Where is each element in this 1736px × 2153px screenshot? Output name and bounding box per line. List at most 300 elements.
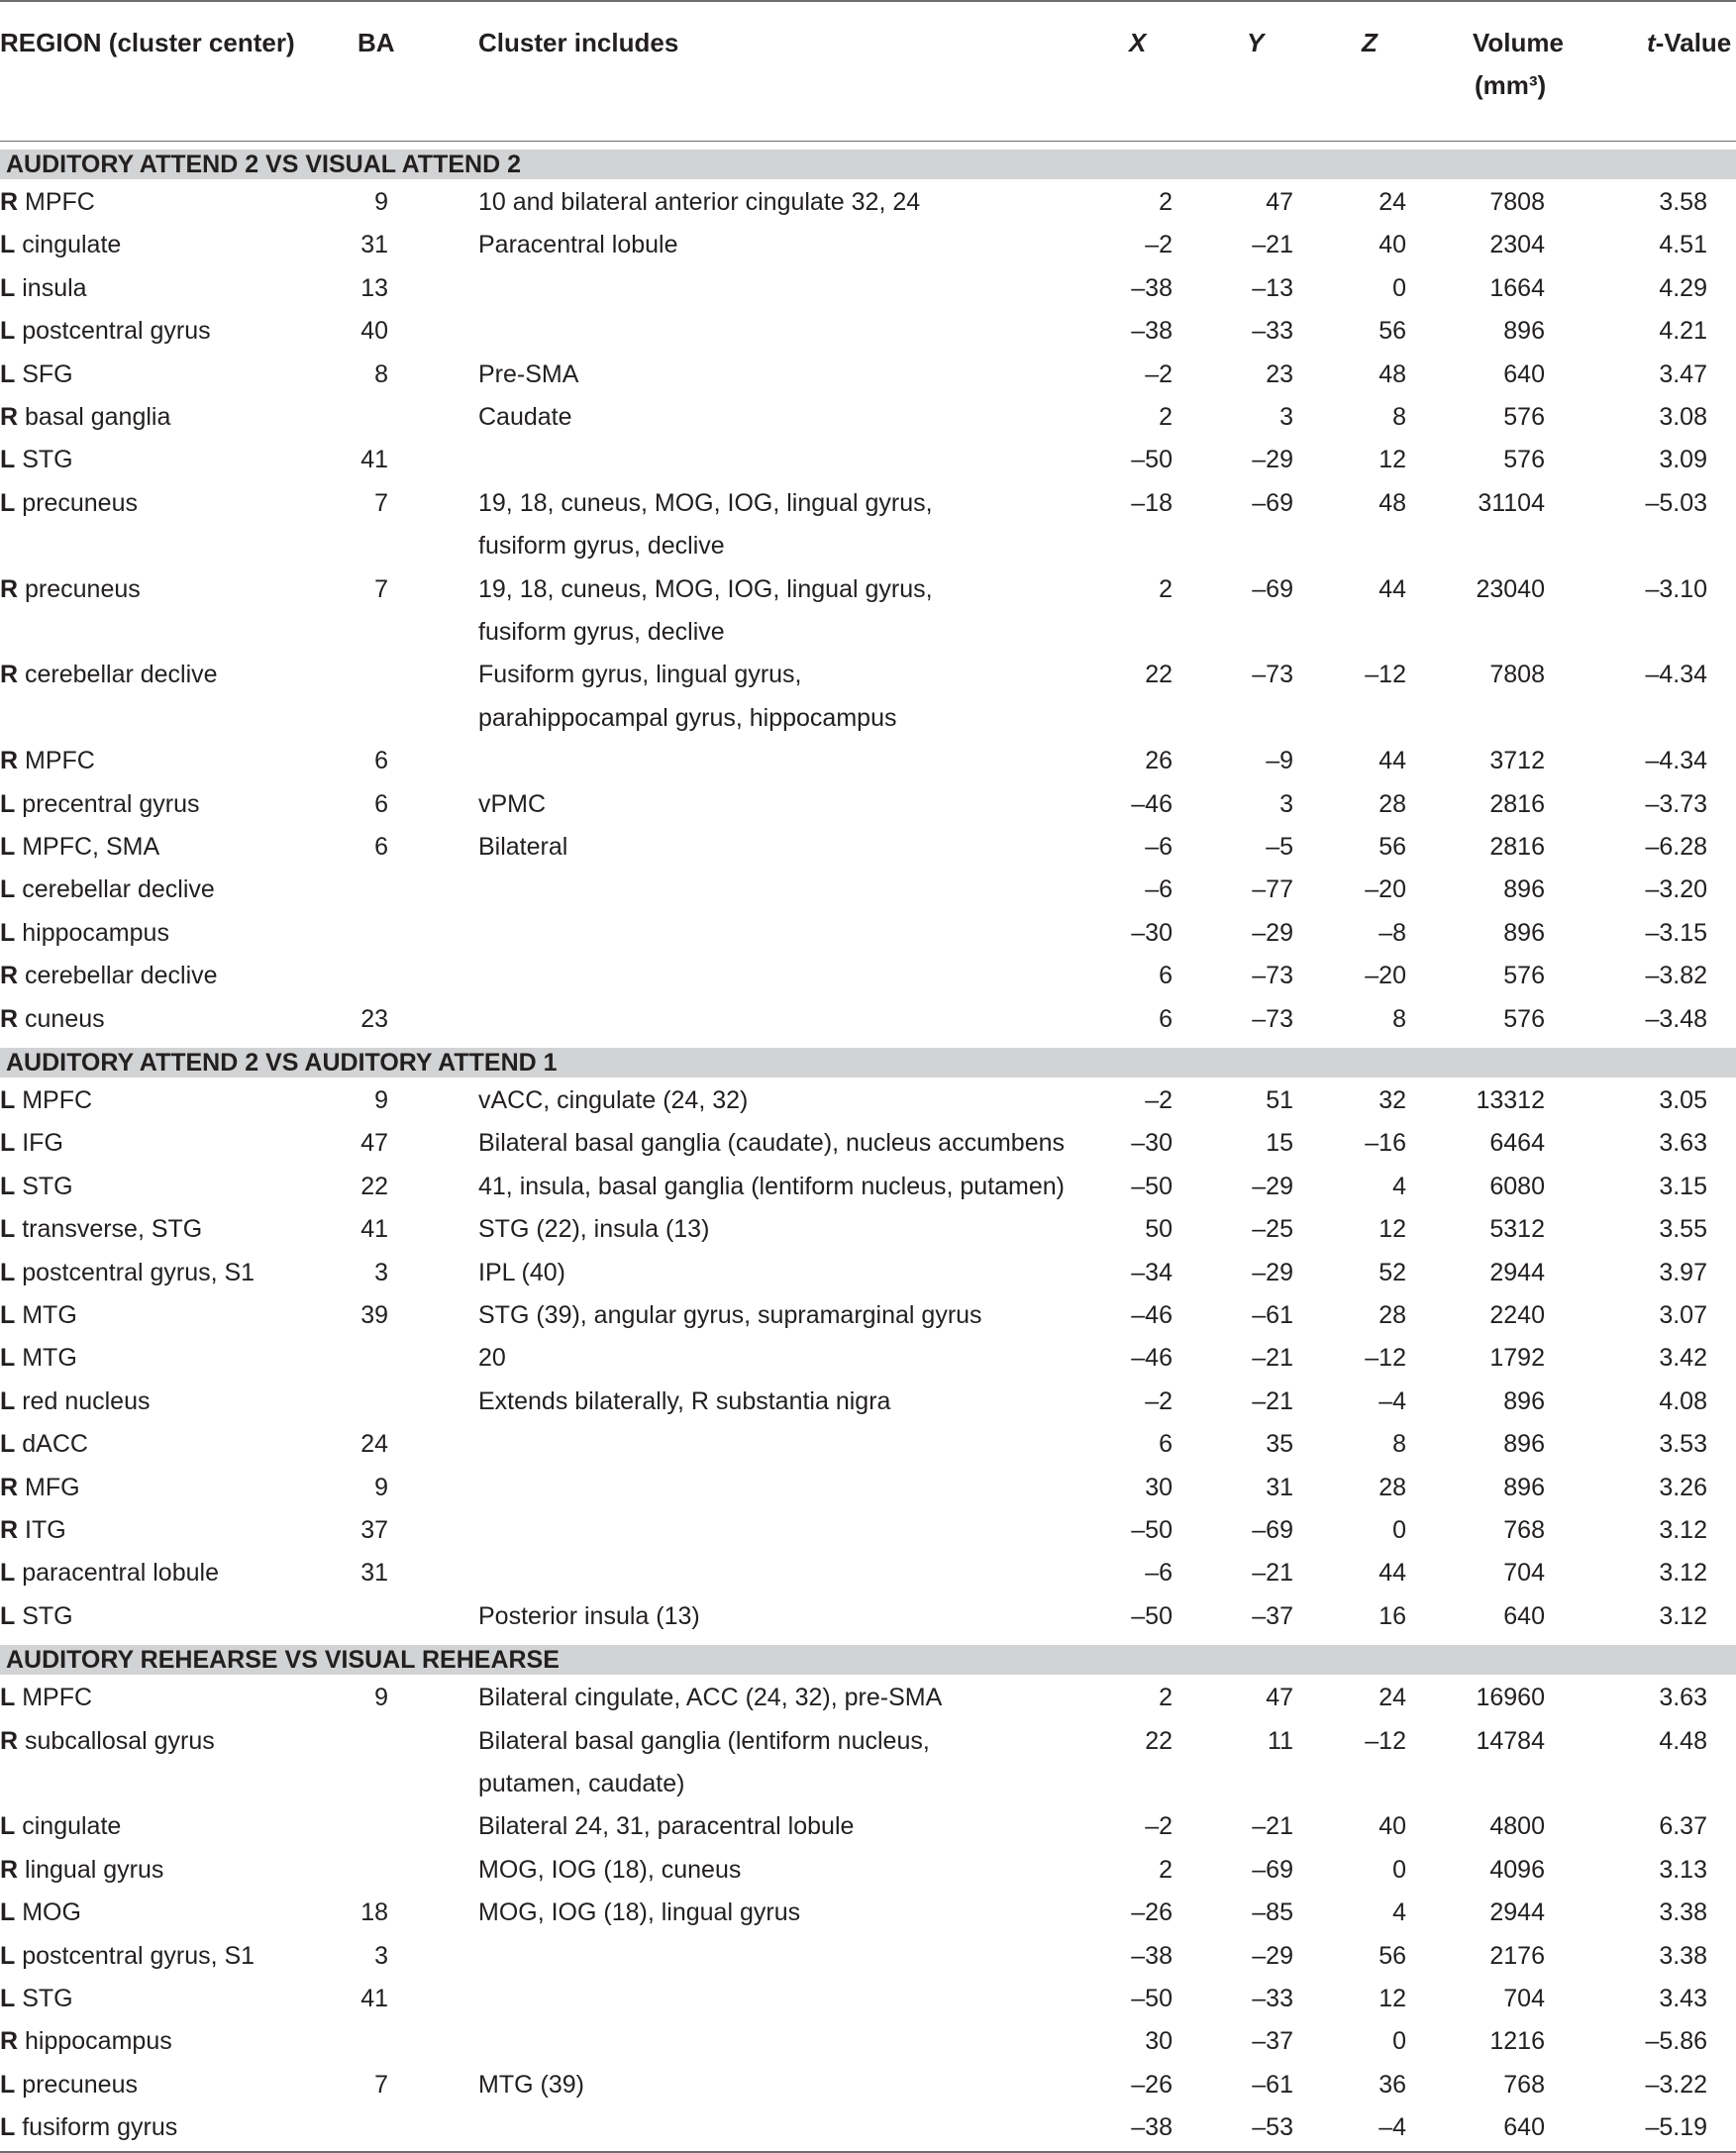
region-cell xyxy=(0,2064,138,2106)
hemisphere-label: R xyxy=(0,574,19,603)
t-value-cell: –3.20 xyxy=(1645,875,1707,904)
table-row xyxy=(0,568,1736,655)
z-coordinate-cell: –12 xyxy=(1365,661,1406,689)
volume-cell: 576 xyxy=(1503,446,1545,474)
z-coordinate-cell: 0 xyxy=(1392,2027,1406,2056)
ba-cell: 47 xyxy=(360,1129,388,1158)
cluster-includes-cell: Bilateral basal ganglia (lentiform nucleus, xyxy=(478,1726,930,1755)
y-coordinate-cell: –77 xyxy=(1252,875,1293,904)
ba-cell: 3 xyxy=(374,1258,388,1286)
region-name: ITG xyxy=(25,1516,66,1544)
cluster-includes-cell: Extends bilaterally, R substantia nigra xyxy=(478,1386,891,1415)
region-name: MFG xyxy=(25,1473,80,1501)
y-coordinate-cell: –69 xyxy=(1252,488,1293,517)
x-coordinate-cell: 6 xyxy=(1159,1430,1173,1459)
table-row xyxy=(0,1423,1736,1466)
x-coordinate-cell: –6 xyxy=(1145,875,1173,904)
region-cell xyxy=(0,2106,177,2149)
ba-cell: 41 xyxy=(360,1215,388,1244)
region-name: cingulate xyxy=(22,231,122,259)
region-name: hippocampus xyxy=(22,918,169,947)
region-cell xyxy=(0,1595,73,1638)
hemisphere-label: R xyxy=(0,747,19,775)
table-row xyxy=(0,1509,1736,1552)
x-coordinate-cell: 6 xyxy=(1159,962,1173,990)
ba-cell: 3 xyxy=(374,1941,388,1970)
z-coordinate-cell: –20 xyxy=(1365,962,1406,990)
cluster-includes-cell: parahippocampal gyrus, hippocampus xyxy=(478,703,897,732)
region-cell xyxy=(0,912,169,955)
t-value-cell: 3.42 xyxy=(1659,1344,1707,1373)
hemisphere-label: L xyxy=(0,359,16,388)
region-cell xyxy=(0,1208,202,1251)
region-cell xyxy=(0,181,95,224)
x-coordinate-cell: 22 xyxy=(1145,1726,1173,1755)
table-row xyxy=(0,439,1736,481)
section-title: AUDITORY ATTEND 2 VS VISUAL ATTEND 2 xyxy=(6,151,521,178)
y-coordinate-cell: 51 xyxy=(1266,1086,1293,1114)
volume-cell: 640 xyxy=(1503,2113,1545,2142)
z-coordinate-cell: 12 xyxy=(1379,446,1406,474)
table-row xyxy=(0,1122,1736,1165)
region-name: MPFC, SMA xyxy=(22,833,160,861)
header-region: REGION (cluster center) xyxy=(0,28,295,57)
table-row xyxy=(0,783,1736,826)
y-coordinate-cell: –29 xyxy=(1252,1258,1293,1286)
y-coordinate-cell: –9 xyxy=(1266,747,1293,775)
region-cell xyxy=(0,1467,80,1509)
volume-cell: 7808 xyxy=(1489,661,1545,689)
table-row xyxy=(0,1166,1736,1208)
hemisphere-label: L xyxy=(0,1601,16,1630)
x-coordinate-cell: –26 xyxy=(1131,1898,1173,1927)
region-name: MTG xyxy=(22,1344,77,1373)
z-coordinate-cell: –12 xyxy=(1365,1726,1406,1755)
volume-cell: 640 xyxy=(1503,1601,1545,1630)
y-coordinate-cell: –61 xyxy=(1252,1301,1293,1329)
x-coordinate-cell: –26 xyxy=(1131,2070,1173,2099)
region-name: MPFC xyxy=(25,188,95,216)
region-name: insula xyxy=(22,273,87,302)
t-value-cell: –5.86 xyxy=(1645,2027,1707,2056)
header-volume-line2: (mm³) xyxy=(1475,70,1547,100)
volume-cell: 14784 xyxy=(1476,1726,1545,1755)
region-name: dACC xyxy=(22,1430,88,1459)
hemisphere-label: L xyxy=(0,1129,16,1158)
table-row xyxy=(0,1552,1736,1594)
y-coordinate-cell: –37 xyxy=(1252,2027,1293,2056)
hemisphere-label: L xyxy=(0,918,16,947)
t-value-cell: 3.05 xyxy=(1659,1086,1707,1114)
region-name: lingual gyrus xyxy=(25,1855,164,1884)
region-cell xyxy=(0,998,105,1041)
t-value-cell: 3.12 xyxy=(1659,1559,1707,1588)
region-cell xyxy=(0,1423,88,1466)
t-value-cell: 3.08 xyxy=(1659,403,1707,431)
hemisphere-label: R xyxy=(0,1516,19,1544)
x-coordinate-cell: –34 xyxy=(1131,1258,1173,1286)
header-cluster: Cluster includes xyxy=(478,28,679,57)
t-value-cell: 4.08 xyxy=(1659,1386,1707,1415)
z-coordinate-cell: 8 xyxy=(1392,403,1406,431)
volume-cell: 6080 xyxy=(1489,1172,1545,1200)
region-cell xyxy=(0,1935,255,1978)
hemisphere-label: L xyxy=(0,1301,16,1329)
table-row xyxy=(0,267,1736,310)
volume-cell: 576 xyxy=(1503,1004,1545,1033)
z-coordinate-cell: 40 xyxy=(1379,1812,1406,1841)
y-coordinate-cell: –33 xyxy=(1252,317,1293,346)
volume-cell: 4096 xyxy=(1489,1855,1545,1884)
region-cell xyxy=(0,869,215,911)
t-value-cell: 3.07 xyxy=(1659,1301,1707,1329)
volume-cell: 576 xyxy=(1503,403,1545,431)
region-name: precuneus xyxy=(22,488,138,517)
region-name: red nucleus xyxy=(22,1386,151,1415)
ba-cell: 8 xyxy=(374,359,388,388)
t-value-cell: 3.63 xyxy=(1659,1129,1707,1158)
hemisphere-label: L xyxy=(0,875,16,904)
y-coordinate-cell: –5 xyxy=(1266,833,1293,861)
hemisphere-label: L xyxy=(0,1430,16,1459)
hemisphere-label: R xyxy=(0,2027,19,2056)
table-row xyxy=(0,1935,1736,1978)
table-row xyxy=(0,1381,1736,1423)
table-row xyxy=(0,998,1736,1041)
region-cell xyxy=(0,396,170,439)
z-coordinate-cell: 4 xyxy=(1392,1172,1406,1200)
region-name: cingulate xyxy=(22,1812,122,1841)
volume-cell: 768 xyxy=(1503,1516,1545,1544)
hemisphere-label: R xyxy=(0,188,19,216)
region-name: transverse, STG xyxy=(22,1215,203,1244)
region-cell xyxy=(0,1849,163,1892)
t-value-cell: 3.43 xyxy=(1659,1985,1707,2012)
header-y: Y xyxy=(1247,28,1265,57)
cluster-includes-cell: Bilateral xyxy=(478,833,568,861)
hemisphere-label: R xyxy=(0,403,19,431)
table-row xyxy=(0,1294,1736,1337)
region-cell xyxy=(0,826,159,869)
table-row xyxy=(0,1720,1736,1806)
z-coordinate-cell: 28 xyxy=(1379,789,1406,818)
volume-cell: 576 xyxy=(1503,962,1545,990)
region-name: STG xyxy=(22,1172,73,1200)
z-coordinate-cell: 28 xyxy=(1379,1301,1406,1329)
region-name: STG xyxy=(22,1985,73,2012)
hemisphere-label: L xyxy=(0,1086,16,1114)
region-name: precuneus xyxy=(25,574,141,603)
table-row xyxy=(0,1252,1736,1294)
t-value-cell: –3.22 xyxy=(1645,2070,1707,2099)
ba-cell: 6 xyxy=(374,833,388,861)
y-coordinate-cell: –69 xyxy=(1252,574,1293,603)
z-coordinate-cell: 48 xyxy=(1379,359,1406,388)
cluster-includes-cell: 10 and bilateral anterior cingulate 32, 24 xyxy=(478,188,921,216)
z-coordinate-cell: 8 xyxy=(1392,1004,1406,1033)
z-coordinate-cell: 8 xyxy=(1392,1430,1406,1459)
x-coordinate-cell: 2 xyxy=(1159,1684,1173,1712)
hemisphere-label: L xyxy=(0,2113,16,2142)
z-coordinate-cell: 56 xyxy=(1379,1941,1406,1970)
region-cell xyxy=(0,1166,73,1208)
y-coordinate-cell: –21 xyxy=(1252,1344,1293,1373)
volume-cell: 31104 xyxy=(1478,488,1545,517)
t-value-cell: 3.12 xyxy=(1659,1601,1707,1630)
header-t-value xyxy=(1647,22,1731,64)
x-coordinate-cell: –18 xyxy=(1131,488,1173,517)
region-name: MPFC xyxy=(22,1086,93,1114)
x-coordinate-cell: 50 xyxy=(1145,1215,1173,1244)
header-volume xyxy=(1473,22,1564,107)
x-coordinate-cell: –46 xyxy=(1131,789,1173,818)
ba-cell: 9 xyxy=(374,1473,388,1501)
hemisphere-label: L xyxy=(0,1258,16,1286)
x-coordinate-cell: –50 xyxy=(1131,1601,1173,1630)
region-name: STG xyxy=(22,446,73,474)
hemisphere-label: L xyxy=(0,1812,16,1841)
ba-cell: 6 xyxy=(374,747,388,775)
x-coordinate-cell: –6 xyxy=(1145,1559,1173,1588)
y-coordinate-cell: –29 xyxy=(1252,1172,1293,1200)
ba-cell: 13 xyxy=(360,273,388,302)
volume-cell: 2176 xyxy=(1489,1941,1545,1970)
volume-cell: 6464 xyxy=(1489,1129,1545,1158)
y-coordinate-cell: –29 xyxy=(1252,918,1293,947)
region-cell xyxy=(0,740,95,782)
t-value-cell: –5.19 xyxy=(1645,2113,1707,2142)
x-coordinate-cell: –6 xyxy=(1145,833,1173,861)
t-value-cell: –3.10 xyxy=(1645,574,1707,603)
volume-cell: 23040 xyxy=(1476,574,1545,603)
region-cell xyxy=(0,1122,63,1165)
volume-cell: 896 xyxy=(1503,1386,1545,1415)
t-value-cell: 4.29 xyxy=(1659,273,1707,302)
x-coordinate-cell: 6 xyxy=(1159,1004,1173,1033)
volume-cell: 2816 xyxy=(1489,833,1545,861)
hemisphere-label: L xyxy=(0,1684,16,1712)
region-cell xyxy=(0,1805,121,1848)
x-coordinate-cell: 2 xyxy=(1159,403,1173,431)
z-coordinate-cell: 4 xyxy=(1392,1898,1406,1927)
z-coordinate-cell: 24 xyxy=(1379,188,1406,216)
t-value-cell: 3.97 xyxy=(1659,1258,1707,1286)
volume-cell: 16960 xyxy=(1476,1684,1545,1712)
t-value-cell: –4.34 xyxy=(1645,661,1707,689)
cluster-includes-cell: MOG, IOG (18), cuneus xyxy=(478,1855,742,1884)
hemisphere-label: L xyxy=(0,789,16,818)
t-value-cell: 3.53 xyxy=(1659,1430,1707,1459)
ba-cell: 39 xyxy=(360,1301,388,1329)
cluster-includes-cell: Posterior insula (13) xyxy=(478,1601,700,1630)
z-coordinate-cell: 40 xyxy=(1379,231,1406,259)
header-ba: BA xyxy=(357,28,395,57)
y-coordinate-cell: 23 xyxy=(1266,359,1293,388)
x-coordinate-cell: –2 xyxy=(1145,1812,1173,1841)
ba-cell: 41 xyxy=(360,446,388,474)
cluster-includes-cell: Bilateral 24, 31, paracentral lobule xyxy=(478,1812,855,1841)
region-name: MPFC xyxy=(22,1684,93,1712)
section-header xyxy=(0,150,1736,179)
y-coordinate-cell: –29 xyxy=(1252,1941,1293,1970)
z-coordinate-cell: 28 xyxy=(1379,1473,1406,1501)
hemisphere-label: L xyxy=(0,1386,16,1415)
y-coordinate-cell: –61 xyxy=(1252,2070,1293,2099)
cluster-includes-cell: vACC, cingulate (24, 32) xyxy=(478,1086,749,1114)
ba-cell: 7 xyxy=(374,574,388,603)
x-coordinate-cell: 30 xyxy=(1145,2027,1173,2056)
region-cell xyxy=(0,2020,172,2063)
y-coordinate-cell: –69 xyxy=(1252,1855,1293,1884)
volume-cell: 2944 xyxy=(1489,1258,1545,1286)
hemisphere-label: L xyxy=(0,1344,16,1373)
z-coordinate-cell: 12 xyxy=(1379,1215,1406,1244)
table-row xyxy=(0,955,1736,997)
cluster-includes-cell: STG (22), insula (13) xyxy=(478,1215,710,1244)
volume-cell: 2240 xyxy=(1489,1301,1545,1329)
cluster-includes-cell: putamen, caudate) xyxy=(478,1769,685,1797)
region-name: precuneus xyxy=(22,2070,138,2099)
ba-cell: 41 xyxy=(360,1985,388,2012)
x-coordinate-cell: –38 xyxy=(1131,1941,1173,1970)
y-coordinate-cell: –29 xyxy=(1252,446,1293,474)
x-coordinate-cell: 2 xyxy=(1159,1855,1173,1884)
table-row xyxy=(0,181,1736,224)
z-coordinate-cell: –8 xyxy=(1379,918,1406,947)
y-coordinate-cell: –73 xyxy=(1252,962,1293,990)
hemisphere-label: L xyxy=(0,446,16,474)
region-cell xyxy=(0,482,138,525)
z-coordinate-cell: 16 xyxy=(1379,1601,1406,1630)
z-coordinate-cell: 48 xyxy=(1379,488,1406,517)
table-row xyxy=(0,1978,1736,2020)
region-cell xyxy=(0,1892,81,1934)
ba-cell: 18 xyxy=(360,1898,388,1927)
table-row xyxy=(0,2064,1736,2106)
hemisphere-label: L xyxy=(0,1559,16,1588)
ba-cell: 7 xyxy=(374,2070,388,2099)
t-value-cell: –6.28 xyxy=(1645,833,1707,861)
y-coordinate-cell: –73 xyxy=(1252,1004,1293,1033)
z-coordinate-cell: 12 xyxy=(1379,1985,1406,2012)
region-name: cerebellar declive xyxy=(25,962,218,990)
region-name: postcentral gyrus xyxy=(22,317,211,346)
cluster-includes-cell: vPMC xyxy=(478,789,547,818)
region-name: postcentral gyrus, S1 xyxy=(22,1258,255,1286)
t-value-cell: 4.51 xyxy=(1659,231,1707,259)
region-cell xyxy=(0,1978,73,2020)
cluster-includes-cell: 19, 18, cuneus, MOG, IOG, lingual gyrus, xyxy=(478,574,933,603)
cluster-includes-cell: fusiform gyrus, declive xyxy=(478,532,725,561)
ba-cell: 23 xyxy=(360,1004,388,1033)
region-name: MOG xyxy=(22,1898,81,1927)
hemisphere-label: R xyxy=(0,1855,19,1884)
table-header xyxy=(0,2,1736,143)
t-value-cell: 6.37 xyxy=(1659,1812,1707,1841)
volume-cell: 704 xyxy=(1503,1985,1545,2012)
t-value-cell: 4.21 xyxy=(1659,317,1707,346)
region-cell xyxy=(0,1079,92,1122)
x-coordinate-cell: –50 xyxy=(1131,1516,1173,1544)
x-coordinate-cell: –50 xyxy=(1131,1985,1173,2012)
region-name: precentral gyrus xyxy=(22,789,200,818)
ba-cell: 24 xyxy=(360,1430,388,1459)
region-name: subcallosal gyrus xyxy=(25,1726,215,1755)
region-cell xyxy=(0,439,73,481)
table-row xyxy=(0,482,1736,568)
ba-cell: 37 xyxy=(360,1516,388,1544)
x-coordinate-cell: –2 xyxy=(1145,231,1173,259)
header-z: Z xyxy=(1362,28,1378,57)
cluster-includes-cell: MTG (39) xyxy=(478,2070,584,2099)
ba-cell: 6 xyxy=(374,789,388,818)
table-row xyxy=(0,826,1736,869)
region-cell xyxy=(0,354,73,396)
t-value-cell: 3.12 xyxy=(1659,1516,1707,1544)
t-value-cell: 3.55 xyxy=(1659,1215,1707,1244)
volume-cell: 2944 xyxy=(1489,1898,1545,1927)
y-coordinate-cell: 35 xyxy=(1266,1430,1293,1459)
region-cell xyxy=(0,224,121,266)
header-t-suffix: -Value xyxy=(1655,28,1732,57)
region-name: fusiform gyrus xyxy=(22,2113,178,2142)
table-row xyxy=(0,1805,1736,1848)
region-cell xyxy=(0,1381,150,1423)
hemisphere-label: L xyxy=(0,488,16,517)
header-rule xyxy=(0,141,1736,142)
hemisphere-label: L xyxy=(0,1898,16,1927)
hemisphere-label: L xyxy=(0,833,16,861)
cluster-includes-cell: Pre-SMA xyxy=(478,359,579,388)
z-coordinate-cell: –12 xyxy=(1365,1344,1406,1373)
y-coordinate-cell: 3 xyxy=(1279,789,1293,818)
y-coordinate-cell: –53 xyxy=(1252,2113,1293,2142)
x-coordinate-cell: –30 xyxy=(1131,918,1173,947)
hemisphere-label: L xyxy=(0,273,16,302)
region-name: MPFC xyxy=(25,747,95,775)
ba-cell: 7 xyxy=(374,488,388,517)
t-value-cell: –3.82 xyxy=(1645,962,1707,990)
cluster-includes-cell: MOG, IOG (18), lingual gyrus xyxy=(478,1898,801,1927)
z-coordinate-cell: 44 xyxy=(1379,1559,1406,1588)
ba-cell: 40 xyxy=(360,317,388,346)
ba-cell: 9 xyxy=(374,1086,388,1114)
z-coordinate-cell: –16 xyxy=(1365,1129,1406,1158)
cluster-includes-cell: IPL (40) xyxy=(478,1258,566,1286)
volume-cell: 896 xyxy=(1503,1473,1545,1501)
t-value-cell: 3.38 xyxy=(1659,1941,1707,1970)
table-row xyxy=(0,354,1736,396)
z-coordinate-cell: –20 xyxy=(1365,875,1406,904)
region-cell xyxy=(0,1509,66,1552)
table-row xyxy=(0,1467,1736,1509)
x-coordinate-cell: –30 xyxy=(1131,1129,1173,1158)
t-value-cell: 3.38 xyxy=(1659,1898,1707,1927)
z-coordinate-cell: 0 xyxy=(1392,1855,1406,1884)
y-coordinate-cell: –21 xyxy=(1252,231,1293,259)
section-title: AUDITORY ATTEND 2 VS AUDITORY ATTEND 1 xyxy=(6,1049,558,1076)
region-name: IFG xyxy=(22,1129,63,1158)
z-coordinate-cell: 44 xyxy=(1379,747,1406,775)
y-coordinate-cell: 11 xyxy=(1268,1726,1293,1755)
y-coordinate-cell: 15 xyxy=(1266,1129,1293,1158)
volume-cell: 704 xyxy=(1503,1559,1545,1588)
y-coordinate-cell: –25 xyxy=(1252,1215,1293,1244)
y-coordinate-cell: 31 xyxy=(1266,1473,1293,1501)
cluster-includes-cell: Fusiform gyrus, lingual gyrus, xyxy=(478,661,802,689)
t-value-cell: 3.09 xyxy=(1659,446,1707,474)
z-coordinate-cell: 24 xyxy=(1379,1684,1406,1712)
